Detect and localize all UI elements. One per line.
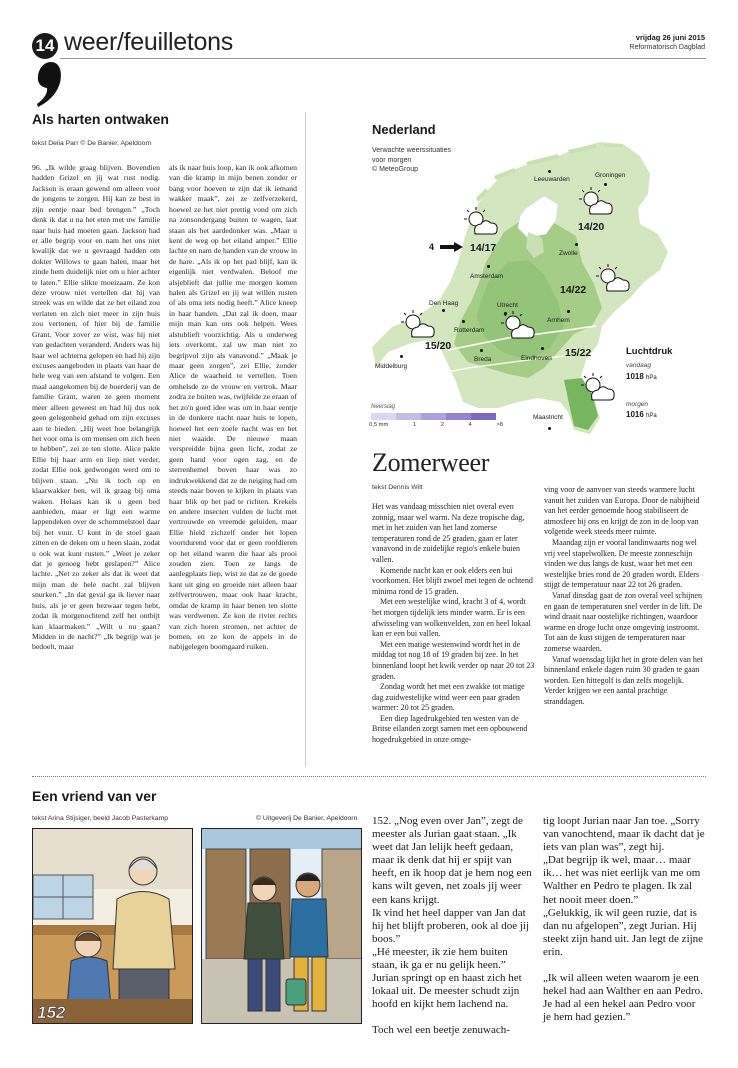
comic-panel-number: 152 — [37, 1003, 66, 1022]
city-dot — [567, 310, 570, 313]
paragraph-spacer — [372, 1011, 535, 1024]
temp-label: 15/20 — [425, 340, 452, 352]
sun-cloud-icon — [400, 309, 438, 341]
story1-title: Als harten ontwaken — [32, 111, 169, 127]
weather-column-1 — [372, 502, 537, 752]
weather-article-title: Zomerweer — [372, 448, 490, 477]
precip-tick: 0,5 mm — [369, 422, 389, 428]
temp-label: 14/20 — [578, 221, 605, 233]
city-dot — [487, 265, 490, 268]
paragraph: tig loopt Jurian naar Jan toe. „Sorry van vanochtend, maar ik dacht dat je iets van plan was”, zegt hij. — [543, 815, 705, 854]
paragraph: „Gelukkig, ik wil geen ruzie, dat is dan nu afgelopen”, zegt Jurian. Hij steekt zijn hand uit. Jan legt de zijne erin. — [543, 906, 704, 958]
weather-article-credit: tekst Dennis Wilt — [372, 484, 423, 491]
precip-tick: 2 — [440, 422, 444, 428]
city-zwolle: Zwolle — [559, 250, 578, 257]
paragraph: Vanaf woensdag lijkt het in grote delen van het binnenland enkele dagen ruim 30 graden te gaan worden. Een hittegolf is dan zelfs mogelijk. Verder krijgen we een aantal prachtige stranddagen. — [544, 654, 703, 706]
city-dot — [480, 349, 483, 352]
story2-column-1 — [372, 815, 535, 1037]
precip-legend-bar — [371, 413, 496, 420]
paragraph-spacer — [543, 959, 706, 972]
precip-legend-title: Neerslag — [371, 404, 396, 410]
city-dot — [548, 170, 551, 173]
pressure-unit: hPa — [646, 375, 657, 381]
pressure-today-label: vandaag — [626, 362, 651, 369]
city-dot — [400, 355, 403, 358]
paragraph: Het was vandaag misschien niet overal even zonnig, maar wel warm. Na deze tropische dag, met in het zuiden van het land zomerse temperaturen rond de 25 graden, gaan er later vanavond in de zuidelijke regio's enkele buien vallen. — [372, 502, 525, 564]
page-number: 14 — [32, 33, 58, 59]
story2-title: Een vriend van ver — [32, 788, 157, 804]
map-subtitle — [372, 146, 482, 175]
map-title: Nederland — [372, 122, 436, 137]
weather-column-2 — [544, 485, 706, 750]
paragraph: ving voor de aanvoer van steeds warmere lucht vanuit het zuiden van Europa. Door de nabijheid van het eerder genoemde hoog stabiliseert de atmosfeer bij ons en krijgt de zon in de loop van volgende week steeds meer ruimte. — [544, 485, 700, 537]
precip-tick: 1 — [412, 422, 417, 428]
city-groningen: Groningen — [595, 172, 626, 179]
paragraph: Komende nacht kan er ook elders een bui voorkomen. Het blijft zwoel met tegen de ochtend minima rond de 15 graden. — [372, 565, 533, 596]
pressure-today — [626, 372, 657, 381]
story2-column-2 — [543, 815, 706, 1024]
city-dot — [462, 320, 465, 323]
wind-force: 4 — [429, 242, 435, 252]
section-title: weer/feuilletons — [64, 28, 233, 56]
paragraph: „Hé meester, ik zie hem buiten staan, ik ga er nu gelijk heen.” Jurian springt op en haast zich het lokaal uit. De meester schudt zijn hoofd en kijkt hem lachend na. — [372, 945, 522, 1011]
paragraph: Toch wel een beetje zenuwach- — [372, 1024, 510, 1037]
precip-legend-scale — [369, 422, 503, 428]
precip-tick: 4 — [468, 422, 472, 428]
paragraph: Met een westelijke wind, kracht 3 of 4, wordt het morgen tijdelijk iets minder warm. Er is een afwisseling van wolkenvelden, zon en heel lokaal kan er een bui vallen. — [372, 597, 531, 639]
city-dot — [575, 243, 578, 246]
city-rotterdam: Rotterdam — [454, 327, 485, 334]
city-arnhem: Arnhem — [547, 317, 570, 324]
story1-column-1: 96. „Ik wilde graag blijven. Bovendien hadden Grizel en jij wat rust nodig. Jackson is eraan gewend om alleen voor de jongens te zorgen. Hij kan ze best in zijn eentje naar bed brengen.” „Toch denk ik dat u na het eten met uw familie naar huis had moeten gaan. Jackson had er alle begrip voor en nam het ons niet kwalijk dat we u gevraagd hadden om dokter Willows te gaan halen, maar het zinde hem duidelijk niet om u hier achter te laten.” Ellie slikte moeizaam. Ze kon deze vrouw niet vertellen dat hij van streek was en wilde dat ze het eiland zou verlaten en zich niet meer in zijn huis zou vertonen, of hier bij de familie Grant. Voor zover ze wist, was hij niet van gedachten veranderd. Anders was hij haar wel achterna gelopen en had hij zijn excuses aangeboden in plaats van haar de hele weg van een afstand te volgen. Een maal aangekomen bij de boerderij van de familie Grant, waren ze geen moment meer alleen geweest en had hij dus ook geen gelegenheid gehad om zijn excuses aan te bieden. „Hij weet hoe belangrijk het voor oma is om mensen om zich heen te hebben”, zei ze ten slotte. Alice pakte Ellie bij haar arm en liep niet verder, zodat Ellie ook gedwongen werd om te blijven staan. „Nu ik toch op en klaarwakker ben, wil ik graag bij oma waken. Helaas kan ik u geen bed aanbieden, maar er ligt een warme lappendeken over de schommelstoel daar bij het vuur. U kunt in de stoel gaan zitten en de deken om u heen slaan, zodat u ook wat kunt rusten.” „Weet je zeker dat je genoeg hebt geslapen?” Alice lachte. „Net zo zeker als dat ik weet dat mijn man de hele nacht zal blijven snurken.” „In dat geval ga ik liever naar huis, als je er geen bezwaar tegen hebt, zodat ik morgenochtend zelf het ontbijt kan klaarmaken.” „Wilt u nu gaan? Midden in de nacht?” „Ik begrijp wat je bedoelt, maar — [32, 163, 160, 652]
pressure-unit: hPa — [646, 413, 657, 419]
sun-cloud-icon — [578, 186, 614, 218]
map-subtitle-line: Verwachte weerssituaties — [372, 147, 451, 154]
paragraph: 152. „Nog even over Jan”, zegt de meester als Jurian gaat staan. „Ik weet dat Jan lelijk heeft gedaan, maar ik denk dat hij er spijt van heeft, en ik hoop dat je hem nog een kans wilt geven, net zoals jij weer een kans krijgt. — [372, 815, 532, 906]
city-utrecht: Utrecht — [497, 302, 518, 309]
temp-label: 14/22 — [560, 284, 587, 296]
paragraph: Zondag wordt het met een zwakke tot matige dag zuidwestelijke wind weer een paar graden warmer: 20 tot 25 graden. — [372, 682, 525, 713]
comic-panel-teacher — [32, 828, 193, 1024]
wind-arrow-icon — [440, 242, 464, 252]
temp-label: 15/22 — [565, 347, 592, 359]
story1-column-2: als ik naar huis loop, kan ik ook afkomen van die kramp in mijn benen zonder er bang voor hoeven te zijn dat ik iemand wakker maak”, zei ze zelfverzekerd, hoewel ze het niet prettig vond om zich na zonsondergang buiten te wagen, laat staan als het aardedonker was. „Maar u kent de weg op het eiland amper.” Ellie lachte en nam de handen van de vrouw in de hare. „Als ik op het pad blijf, kan ik eigenlijk niet verdwalen. Beloof me alsjeblieft dat jullie me morgen komen halen als Grizel en jij wat willen rusten of als oma iets nodig heeft.” Alice kneep in haar handen. „Dat zal ik doen, maar mijn man kan ons ook helpen. Wees alstublieft voorzichtig. Als u onderweg iets overkomt, zal uw man niet zo begripvol zijn als vanavond.” „Maak je maar geen zorgen”, zei Ellie, zonder Alice de waarheid te vertellen. Toen omhelsde ze de vrouw en vertrok. Maar zodra ze buiten was, twijfelde ze eraan of het zo'n goed idee was om in haar eentje in de donkere nacht naar huis te lopen, hoewel het een zoele nacht was en het niet waaide. De nieuwe maan verspreidde bijna geen licht, zodat ze geen hand voor ogen zag, en de sterrenhemel boven haar was zo indrukwekkend dat ze de neiging had om steeds naar boven te kijken in plaats van haar blik op het pad te richten. Krekels en andere insecten vulden de lucht met vertrouwde en vreemde geluiden, maar Ellie hield zichzelf onder het lopen voortdurend voor dat er geen roofdieren op het eiland waren die haar als prooi zouden zien. Toen ze langs de aanlegplaats liep, wist ze dat ze de goede kant uit ging en groeide niet alleen haar zelfvertrouwen, maar ook haar kracht, omdat de kramp in haar benen ten slotte was verdwenen. Ze kon de rivier rechts van zich horen stromen, net achter de bomen, en ze kon de appels in de nabijgelegen boomgaard ruiken. — [169, 163, 297, 652]
paragraph: Een diep lagedrukgebied ten westen van de Britse eilanden zorgt samen met een opbouwend hogedrukgebied in onze omge- — [372, 713, 528, 745]
comic-panel-boys — [201, 828, 362, 1024]
city-leeuwarden: Leeuwarden — [534, 176, 570, 183]
quote-comma-logo — [33, 58, 67, 110]
city-breda: Breda — [474, 356, 492, 363]
temp-label: 14/17 — [470, 242, 497, 254]
issue-date: vrijdag 26 juni 2015 — [635, 33, 705, 42]
pressure-tomorrow — [626, 410, 657, 419]
city-amsterdam: Amsterdam — [470, 273, 504, 280]
city-eindhoven: Eindhoven — [521, 355, 552, 362]
sun-cloud-icon — [463, 206, 499, 238]
story1-credit: tekst Delia Parr © De Banier, Apeldoorn — [32, 140, 152, 147]
pressure-title: Luchtdruk — [626, 346, 673, 357]
city-dot — [541, 347, 544, 350]
paragraph: „Ik wil alleen weten waarom je een hekel had aan Walther en aan Pedro. Je had al een hekel aan Pedro voor je hem had gezien.” — [543, 972, 703, 1024]
pressure-value: 1018 — [626, 372, 644, 381]
sun-cloud-icon — [500, 310, 538, 342]
city-den-haag: Den Haag — [429, 300, 459, 307]
story2-credit: tekst Arina Stijsiger, beeld Jacob Pasterkamp — [32, 815, 169, 822]
paragraph: Vanaf dinsdag gaat de zon overal veel schijnen en gaan de temperaturen snel verder in de lift. De wind draait naar oostelijke richtingen, waardoor warme en droge lucht onze omgeving instroomt. Tot aan de kust stijgen de temperaturen naar zomerse waarden. — [544, 590, 703, 653]
city-dot — [442, 309, 445, 312]
header-rule — [60, 58, 706, 59]
paragraph: Ik vind het heel dapper van Jan dat hij het blijft proberen, ook al doe jij boos.” — [372, 906, 530, 945]
column-divider — [305, 112, 306, 767]
paragraph: „Dat begrijp ik wel, maar… maar ik… het was niet eerlijk van me om Walther en Pedro te plagen. Ik zal het nooit meer doen.” — [543, 854, 701, 906]
sun-cloud-icon — [595, 263, 631, 295]
section-divider — [32, 776, 706, 777]
city-maastricht: Maastricht — [533, 414, 563, 421]
pressure-value: 1016 — [626, 410, 644, 419]
precip-tick: >8 — [496, 422, 503, 428]
paper-name: Reformatorisch Dagblad — [629, 44, 705, 51]
paragraph: Maandag zijn er vooral landinwaarts nog wel vrij veel stapelwolken. De meeste zonneschijn vinden we dus langs de kust, waar het met een westelijke bries rond de 20 graden wordt. Elders stijgt de temperatuur naar 22 tot 26 graden. — [544, 537, 700, 590]
city-dot — [548, 427, 551, 430]
sun-cloud-icon — [580, 372, 616, 404]
map-subtitle-line: voor morgen — [372, 156, 412, 164]
map-source: © MeteoGroup — [372, 166, 419, 173]
pressure-tomorrow-label: morgen — [626, 401, 649, 408]
city-middelburg: Middelburg — [375, 363, 408, 370]
story2-copyright: © Uitgeverij De Banier, Apeldoorn — [256, 815, 358, 822]
paragraph: Met een matige westenwind wordt het in de middag tot nog 18 of 19 graden bij zee. In het binnenland loopt het kwik verder op naar 20 tot 23 graden. — [372, 639, 535, 681]
